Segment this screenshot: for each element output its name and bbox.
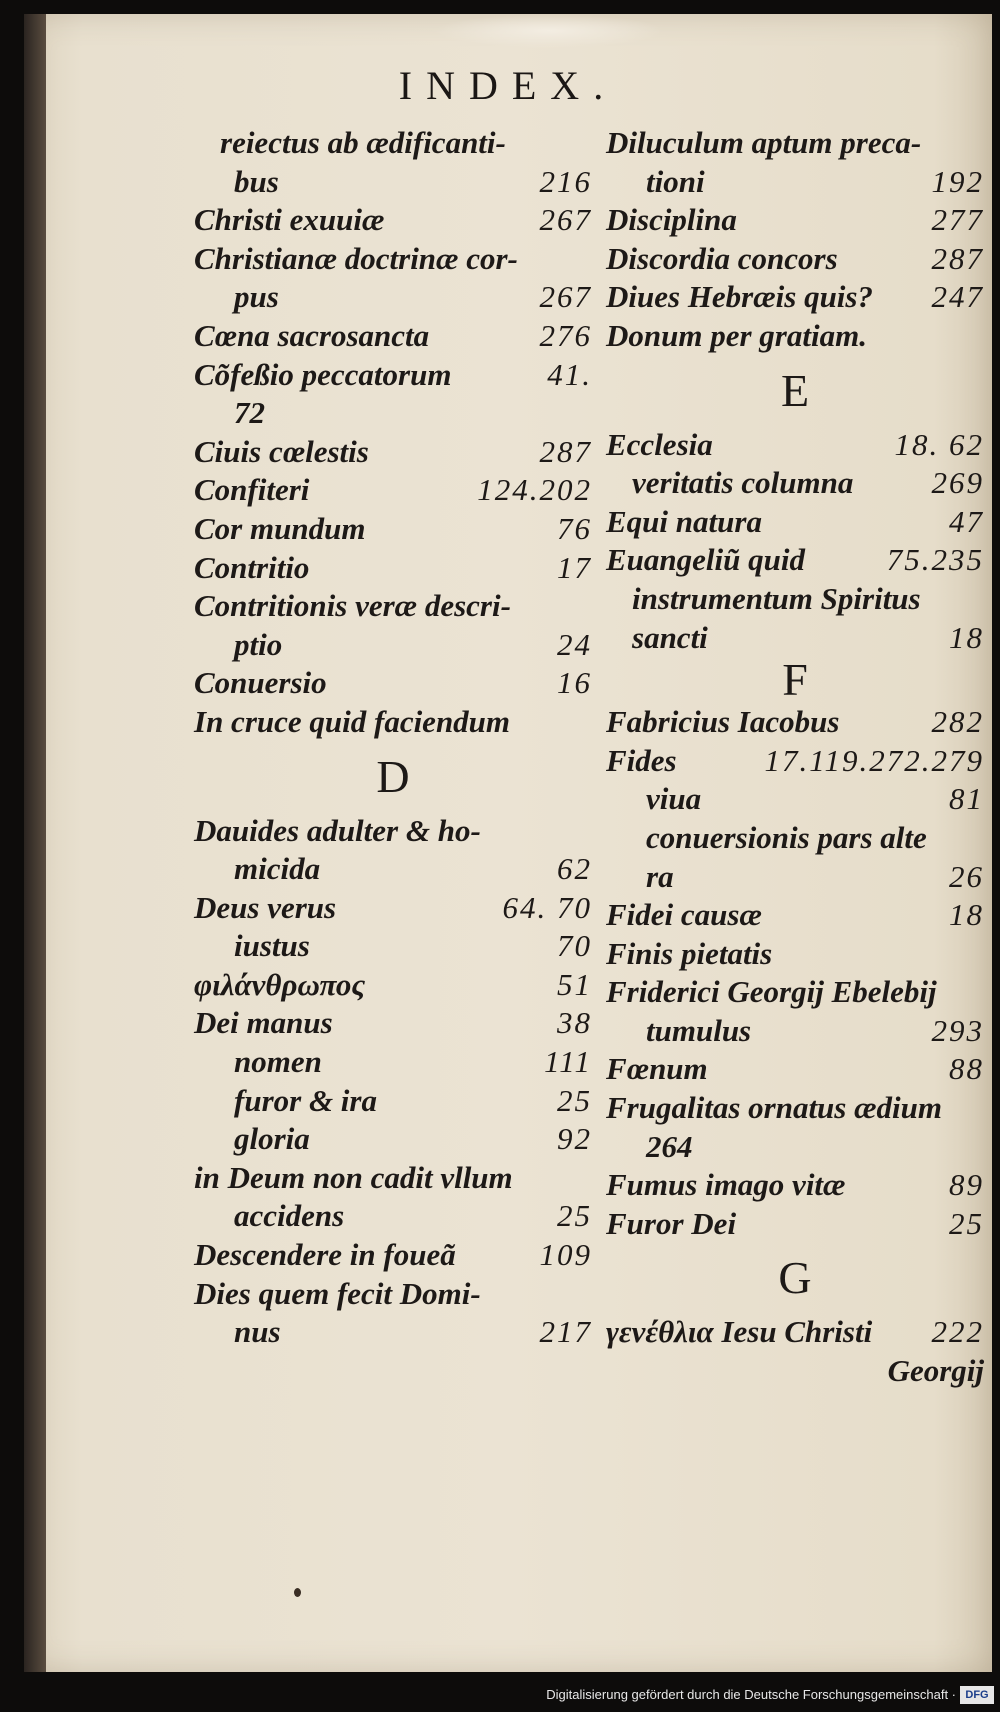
- entry-term: pus: [234, 279, 279, 315]
- index-entry: [194, 433, 592, 472]
- entry-page-number: 24: [557, 626, 592, 662]
- index-entry: [194, 1236, 592, 1275]
- entry-term: Furor Dei: [606, 1205, 737, 1241]
- entry-page-number: 18: [949, 619, 984, 655]
- index-entry: [606, 163, 984, 202]
- index-entry: [606, 858, 984, 897]
- index-entry: [606, 541, 984, 580]
- section-letter-e: E: [780, 364, 810, 416]
- entry-page-number: 222: [931, 1314, 984, 1350]
- index-entry: [194, 394, 592, 433]
- entry-page-number: 70: [557, 928, 592, 964]
- index-entry: [606, 973, 984, 1012]
- entry-term: Discordia concors: [606, 240, 838, 276]
- entry-page-number: 277: [931, 202, 984, 238]
- right-entries-e: [606, 426, 984, 658]
- entry-page-number: 88: [949, 1051, 984, 1087]
- entry-page-number: 64. 70: [502, 889, 592, 925]
- book-spine: [24, 14, 46, 1672]
- entry-term: Diluculum aptum preca-: [606, 125, 922, 160]
- entry-term: φιλάνθρωπος: [194, 966, 366, 1002]
- right-column: [606, 124, 984, 1391]
- index-entry: [606, 240, 984, 279]
- index-entry: [194, 850, 592, 889]
- entry-page-number: 17.119.272.279: [764, 742, 984, 778]
- entry-term: viua: [646, 781, 702, 817]
- entry-page-number: 89: [949, 1167, 984, 1203]
- index-entry: [606, 1012, 984, 1051]
- entry-page-number: 192: [931, 163, 984, 199]
- entry-term: gloria: [234, 1121, 310, 1157]
- entry-term: veritatis columna: [632, 465, 854, 501]
- entry-term: Disciplina: [606, 202, 737, 238]
- entry-term: Conuersio: [194, 665, 327, 701]
- index-entry: [606, 503, 984, 542]
- index-entry: [194, 1082, 592, 1121]
- entry-term: Fabricius Iacobus: [606, 704, 840, 740]
- section-letter-d: D: [376, 750, 410, 802]
- index-entry: [194, 664, 592, 703]
- index-entry: [194, 889, 592, 928]
- section-letter-g: G: [778, 1252, 812, 1304]
- entry-page-number: 282: [931, 704, 984, 740]
- index-entry: [194, 356, 592, 395]
- entry-term: Donum per gratiam.: [606, 317, 867, 353]
- entry-page-number: 293: [931, 1012, 984, 1048]
- entry-page-number: 216: [539, 163, 592, 199]
- index-entry: [606, 278, 984, 317]
- index-entry: [194, 1120, 592, 1159]
- entry-page-number: 18: [949, 897, 984, 933]
- right-entries-d: [606, 124, 984, 356]
- entry-term: Cœna sacrosancta: [194, 317, 430, 353]
- left-entries-d: [194, 812, 592, 1352]
- index-entry: [606, 317, 984, 356]
- entry-term: Dei manus: [194, 1005, 333, 1041]
- entry-page-number: 25: [557, 1082, 592, 1118]
- entry-term: 264: [646, 1128, 693, 1164]
- index-entry: [194, 240, 592, 279]
- index-entry: [606, 896, 984, 935]
- entry-term: Dies quem fecit Domi-: [194, 1275, 481, 1311]
- entry-term: iustus: [234, 928, 310, 964]
- entry-term: in Deum non cadit vllum: [194, 1159, 513, 1195]
- index-entry: [194, 1004, 592, 1043]
- entry-page-number: 76: [557, 510, 592, 546]
- index-entry: [194, 278, 592, 317]
- index-entry: [194, 1313, 592, 1352]
- entry-page-number: 26: [949, 858, 984, 894]
- index-entry: [194, 966, 592, 1005]
- index-entry: [194, 471, 592, 510]
- index-entry: [606, 935, 984, 974]
- entry-term: Euangeliũ quid: [606, 542, 805, 578]
- index-entry: [194, 124, 592, 163]
- entry-term: bus: [234, 163, 279, 199]
- index-entry: [606, 426, 984, 465]
- index-entry: [606, 742, 984, 781]
- index-entry: [606, 464, 984, 503]
- index-entry: [606, 1166, 984, 1205]
- index-entry: [606, 1050, 984, 1089]
- entry-page-number: 92: [557, 1121, 592, 1157]
- entry-term: Fides: [606, 742, 677, 778]
- page-header: INDEX.: [398, 63, 618, 108]
- entry-page-number: 124.202: [477, 472, 592, 508]
- section-letter-f: F: [782, 654, 808, 706]
- entry-term: Fœnum: [606, 1051, 708, 1087]
- entry-page-number: 17: [557, 549, 592, 585]
- index-entry: [606, 819, 984, 858]
- entry-term: furor & ira: [234, 1082, 377, 1118]
- entry-page-number: 16: [557, 665, 592, 701]
- entry-term: Fumus imago vitæ: [606, 1167, 846, 1203]
- index-entry: [194, 626, 592, 665]
- entry-term: Christi exuuiæ: [194, 202, 385, 238]
- entry-page-number: 217: [539, 1314, 592, 1350]
- entry-page-number: 247: [931, 279, 984, 315]
- entry-term: nomen: [234, 1044, 322, 1080]
- index-entry: [606, 201, 984, 240]
- entry-term: micida: [234, 851, 321, 887]
- entry-term: Cõfeßio peccatorum: [194, 356, 452, 392]
- index-entry: [194, 1159, 592, 1198]
- entry-page-number: 25: [557, 1198, 592, 1234]
- index-entry: [194, 812, 592, 851]
- index-entry: [606, 619, 984, 658]
- entry-term: Ecclesia: [606, 426, 713, 462]
- entry-page-number: 287: [539, 433, 592, 469]
- index-entry: [194, 703, 592, 742]
- entry-term: Contritio: [194, 549, 310, 585]
- entry-term: tioni: [646, 163, 705, 199]
- entry-term: ra: [646, 858, 674, 894]
- entry-page-number: 62: [557, 851, 592, 887]
- entry-page-number: 75.235: [886, 542, 984, 578]
- entry-page-number: 267: [539, 279, 592, 315]
- entry-term: Confiteri: [194, 472, 310, 508]
- entry-page-number: 25: [949, 1205, 984, 1241]
- entry-term: Deus verus: [194, 889, 337, 925]
- index-entry: [194, 1043, 592, 1082]
- entry-term: sancti: [632, 619, 708, 655]
- entry-term: γενέθλια Iesu Christi: [606, 1314, 873, 1350]
- entry-page-number: 109: [539, 1237, 592, 1273]
- index-entry: [194, 1275, 592, 1314]
- index-entry: [194, 587, 592, 626]
- entry-term: Ciuis cœlestis: [194, 433, 369, 469]
- entry-term: ptio: [234, 626, 283, 662]
- index-entry: [194, 927, 592, 966]
- entry-term: Christianæ doctrinæ cor-: [194, 240, 518, 276]
- entry-term: 72: [234, 395, 265, 431]
- entry-page-number: 81: [949, 781, 984, 817]
- entry-term: instrumentum Spiritus: [632, 580, 921, 616]
- entry-page-number: 287: [931, 240, 984, 276]
- index-entry: [606, 1128, 984, 1167]
- entry-page-number: 41.: [547, 356, 592, 392]
- entry-term: Finis pietatis: [606, 935, 773, 971]
- entry-term: In cruce quid faciendum: [194, 703, 511, 739]
- left-column: [194, 124, 592, 1352]
- footer-bar: [0, 1672, 1000, 1712]
- entry-page-number: 269: [931, 465, 984, 501]
- entry-term: Fidei causæ: [606, 897, 762, 933]
- entry-page-number: 47: [949, 503, 984, 539]
- entry-term: Friderici Georgij Ebelebij: [606, 974, 937, 1010]
- index-entry: [606, 703, 984, 742]
- index-entry: [606, 580, 984, 619]
- index-entry: [606, 1089, 984, 1128]
- ink-spot: [294, 1588, 301, 1597]
- entry-term: Cor mundum: [194, 510, 366, 546]
- left-entries-c: [194, 124, 592, 742]
- index-entry: [606, 780, 984, 819]
- index-entry: [194, 163, 592, 202]
- index-entry: [194, 510, 592, 549]
- entry-term: tumulus: [646, 1012, 752, 1048]
- index-entry: [606, 1205, 984, 1244]
- entry-page-number: 51: [557, 966, 592, 1002]
- index-entry: [194, 549, 592, 588]
- footer-credit: Digitalisierung gefördert durch die Deutsche Forschungsgemeinschaft ·: [546, 1687, 956, 1702]
- page-fold: [434, 14, 664, 48]
- entry-term: Contritionis veræ descri-: [194, 588, 511, 624]
- entry-term: reiectus ab ædificanti-: [220, 125, 506, 160]
- entry-term: Dauides adulter & ho-: [194, 812, 481, 848]
- entry-term: Equi natura: [606, 503, 762, 539]
- index-entry: [606, 124, 984, 163]
- entry-page-number: 276: [539, 317, 592, 353]
- entry-page-number: 38: [557, 1005, 592, 1041]
- catchword-line: [606, 1352, 984, 1391]
- entry-page-number: 18. 62: [894, 426, 984, 462]
- entry-term: nus: [234, 1314, 281, 1350]
- entry-term: accidens: [234, 1198, 345, 1234]
- catchword: Georgij: [887, 1353, 984, 1389]
- index-entry: [194, 1197, 592, 1236]
- entry-term: Frugalitas ornatus ædium: [606, 1090, 942, 1126]
- entry-page-number: 267: [539, 202, 592, 238]
- right-entries-f: [606, 703, 984, 1243]
- entry-term: conuersionis pars alte: [646, 819, 927, 855]
- book-page: [24, 14, 992, 1672]
- right-entries-g: [606, 1313, 984, 1352]
- entry-term: Diues Hebræis quis?: [606, 279, 873, 315]
- index-entry: [194, 317, 592, 356]
- entry-page-number: 111: [544, 1044, 592, 1080]
- dfg-logo: DFG: [960, 1686, 994, 1704]
- index-entry: [194, 201, 592, 240]
- entry-term: Descendere in foueã: [194, 1237, 456, 1273]
- index-entry: [606, 1313, 984, 1352]
